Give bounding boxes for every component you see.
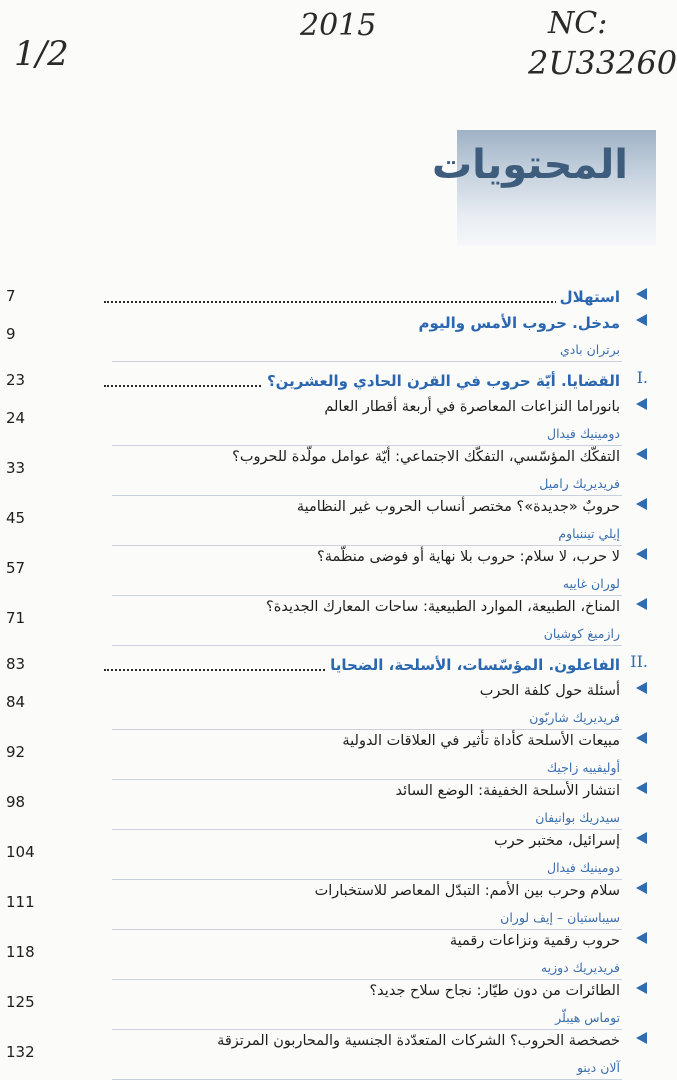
toc-page-number: 125	[6, 993, 35, 1011]
toc-page-number: 57	[6, 559, 26, 577]
triangle-bullet-icon	[628, 980, 650, 1002]
triangle-bullet-icon	[628, 446, 650, 468]
toc-entry-row	[82, 546, 622, 572]
toc-author-row	[6, 993, 622, 1030]
section-numeral: I.	[636, 368, 648, 387]
toc-page-number: 45	[6, 509, 26, 527]
toc-title: إسرائيل، مختبر حرب	[490, 831, 620, 851]
toc-page-number: 23	[6, 371, 26, 389]
toc-author: سيباستيان – إيف لوران	[496, 910, 620, 925]
triangle-bullet-icon	[628, 286, 650, 308]
toc-page-number: 132	[6, 1043, 35, 1061]
toc-author-row	[6, 409, 622, 446]
triangle-bullet-icon	[628, 880, 650, 902]
toc-entry-row	[82, 730, 622, 756]
triangle-bullet-icon	[628, 780, 650, 802]
toc-author: فريديريك شاربّون	[525, 710, 620, 725]
toc-entry-row	[82, 830, 622, 856]
toc-author: لوران غاييه	[559, 576, 620, 591]
toc-title: مدخل. حروب الأمس واليوم	[415, 313, 620, 333]
toc-author-row	[6, 459, 622, 496]
toc-page-number: 33	[6, 459, 26, 477]
toc-author: أوليفييه زاجيك	[543, 760, 620, 775]
section-numeral: II.	[630, 652, 648, 671]
toc-page-number: 98	[6, 793, 26, 811]
toc-title: التفكّك المؤسّسي، التفكّك الاجتماعي: أيّة عوامل مولّدة للحروب؟	[228, 447, 620, 467]
toc-section-row	[6, 368, 648, 396]
toc-author: برتران بادي	[556, 342, 620, 357]
toc-section-row	[6, 652, 648, 680]
toc-author-row	[6, 943, 622, 980]
triangle-bullet-icon	[628, 680, 650, 702]
toc-page-number: 24	[6, 409, 26, 427]
author-underline	[112, 645, 622, 646]
toc-author-row	[6, 509, 622, 546]
toc-page-number: 84	[6, 693, 26, 711]
toc-author-row	[6, 793, 622, 830]
triangle-bullet-icon	[628, 596, 650, 618]
handwritten-fraction: 1/2	[14, 34, 69, 74]
handwritten-nc-label: NC:	[548, 6, 608, 41]
toc-entry-row	[82, 880, 622, 906]
toc-title: خصخصة الحروب؟ الشركات المتعدّدة الجنسية والمحاربون المرتزقة	[213, 1031, 620, 1051]
table-of-contents	[6, 286, 648, 1080]
toc-page-number: 92	[6, 743, 26, 761]
toc-title: حروبٌ «جديدة»؟ مختصر أنساب الحروب غير النظامية	[293, 497, 620, 517]
toc-entry-row	[82, 312, 622, 338]
toc-entry-row	[82, 1030, 622, 1056]
toc-title: أسئلة حول كلفة الحرب	[476, 681, 620, 701]
handwritten-catalog-code: 2U33260	[528, 44, 677, 82]
toc-entry-row	[82, 930, 622, 956]
toc-entry-row	[82, 496, 622, 522]
toc-author: دومينيك فيدال	[543, 860, 620, 875]
toc-author: رازميغ كوشيان	[540, 626, 620, 641]
toc-author-row	[6, 893, 622, 930]
triangle-bullet-icon	[628, 312, 650, 334]
toc-author: إيلي تيننباوم	[554, 526, 620, 541]
toc-title: الفاعلون. المؤسّسات، الأسلحة، الضحايا	[326, 655, 620, 675]
triangle-bullet-icon	[628, 396, 650, 418]
toc-title: بانوراما النزاعات المعاصرة في أربعة أقطار العالم	[320, 397, 620, 417]
toc-title: لا حرب، لا سلام: حروب بلا نهاية أو فوضى منظّمة؟	[313, 547, 620, 567]
toc-author-row	[6, 743, 622, 780]
toc-entry-row	[82, 980, 622, 1006]
toc-title: الطائرات من دون طيّار: نجاح سلاح جديد؟	[365, 981, 620, 1001]
toc-title: استهلال	[556, 287, 620, 307]
toc-entry-row	[6, 286, 622, 312]
toc-page-number: 9	[6, 325, 16, 343]
toc-title: انتشار الأسلحة الخفيفة: الوضع السائد	[391, 781, 620, 801]
triangle-bullet-icon	[628, 1030, 650, 1052]
toc-author-row	[6, 843, 622, 880]
toc-title: سلام وحرب بين الأمم: التبدّل المعاصر للاستخبارات	[311, 881, 620, 901]
toc-entry-row	[82, 780, 622, 806]
toc-author-row	[6, 609, 622, 646]
toc-entry-row	[82, 446, 622, 472]
toc-author: فريديريك دوزيه	[537, 960, 620, 975]
toc-author: فريديريك راميل	[535, 476, 620, 491]
page-title: المحتويات	[431, 142, 628, 188]
toc-title: حروب رقمية ونزاعات رقمية	[446, 931, 620, 951]
contents-banner	[431, 130, 656, 246]
toc-author: آلان دينو	[573, 1060, 620, 1075]
toc-author-row	[6, 1043, 622, 1080]
toc-title: المناخ، الطبيعة، الموارد الطبيعية: ساحات المعارك الجديدة؟	[262, 597, 620, 617]
toc-page-number: 7	[6, 287, 16, 305]
toc-page-number: 71	[6, 609, 26, 627]
toc-page-number: 104	[6, 843, 35, 861]
toc-entry-row	[82, 396, 622, 422]
handwritten-year: 2015	[300, 8, 377, 43]
triangle-bullet-icon	[628, 546, 650, 568]
author-underline	[112, 361, 622, 362]
toc-author: توماس هيبلّر	[551, 1010, 620, 1025]
toc-entry-row	[82, 680, 622, 706]
toc-title: مبيعات الأسلحة كأداة تأثير في العلاقات الدولية	[338, 731, 620, 751]
dot-leader	[104, 301, 620, 303]
toc-author-row	[6, 559, 622, 596]
toc-page-number: 83	[6, 655, 26, 673]
toc-title: القضايا. أيّة حروب في القرن الحادي والعشرين؟	[263, 371, 620, 391]
toc-page-number: 111	[6, 893, 35, 911]
triangle-bullet-icon	[628, 730, 650, 752]
toc-author-row	[6, 693, 622, 730]
triangle-bullet-icon	[628, 830, 650, 852]
toc-entry-row	[82, 596, 622, 622]
triangle-bullet-icon	[628, 496, 650, 518]
toc-author: سيدريك بوانيفان	[531, 810, 620, 825]
toc-author: دومينيك فيدال	[543, 426, 620, 441]
triangle-bullet-icon	[628, 930, 650, 952]
toc-page-number: 118	[6, 943, 35, 961]
toc-author-row	[6, 325, 622, 362]
